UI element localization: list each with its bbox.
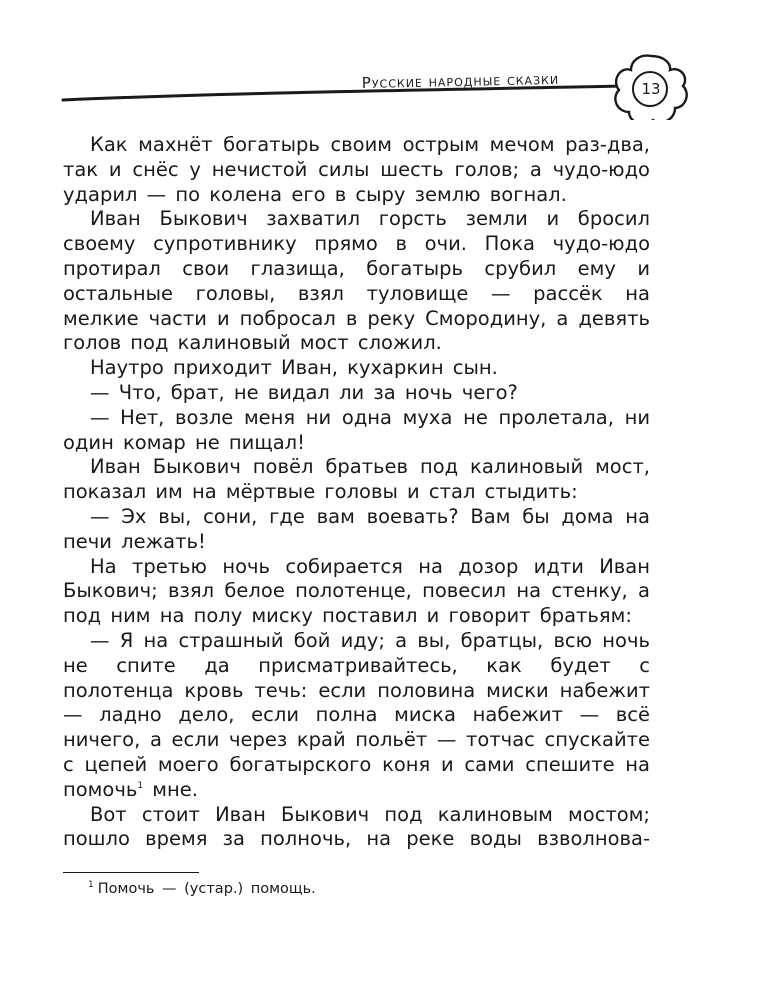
running-title: Русские народные сказки	[361, 69, 560, 92]
main-text	[63, 133, 650, 852]
footnote-marker: 1	[88, 880, 94, 890]
paragraph: Наутро приходит Иван, кухаркин сын.	[90, 356, 498, 380]
footnote-divider	[63, 872, 199, 873]
paragraph-tail: мне.	[143, 777, 198, 801]
paragraph: — Что, брат, не видал ли за ночь чего?	[90, 380, 518, 404]
paragraph: Вот стоит Иван Быкович под калиновым мостом; пошло время за полночь, на реке воды взволнова-	[63, 802, 650, 851]
page-number: 13	[641, 80, 661, 98]
paragraph	[63, 629, 650, 803]
footnote-text: Помочь — (устар.) помощь.	[97, 881, 316, 897]
paragraph: На третью ночь собирается на дозор идти Иван Быкович; взял белое полотенце, повесил на стенку, а под ним на полу миску поставил и говорит братьям:	[63, 554, 650, 628]
paragraph: Иван Быкович захватил горсть земли и бросил своему супротивнику прямо в очи. Пока чудо-юдо протирал свои глазища, богатырь срубил ему и остальные головы, взял туловище — рассёк на мелкие части и побросал в реку Смородину, а девять голов под калиновый мост сложил.	[63, 207, 650, 355]
paragraph: — Нет, возле меня ни одна муха не пролетала, ни один комар не пищал!	[63, 405, 650, 454]
paragraph: — Эх вы, сони, где вам воевать? Вам бы дома на печи лежать!	[63, 504, 650, 553]
paragraph-text: — Я на страшный бой иду; а вы, братцы, всю ночь не спите да присматривайтесь, как будет с полотенца кровь течь: если половина миски набежит — ладно дело, если полна миска набежит — всё ничего, а если через край польёт — тотчас спускайте с цепей моего богатырского коня и сами спешите на помочь	[63, 628, 650, 801]
paragraph: Иван Быкович повёл братьев под калиновый мост, показал им на мёртвые головы и стал стыдить:	[63, 455, 650, 504]
paragraph: Как махнёт богатырь своим острым мечом раз-два, так и снёс у нечистой силы шесть голов; а чудо-юдо ударил — по колена его в сыру землю вогнал.	[63, 133, 650, 206]
footnote	[88, 880, 316, 897]
footnote-reference: 1	[137, 780, 144, 791]
header-decoration	[0, 0, 759, 120]
page-header	[0, 0, 759, 120]
